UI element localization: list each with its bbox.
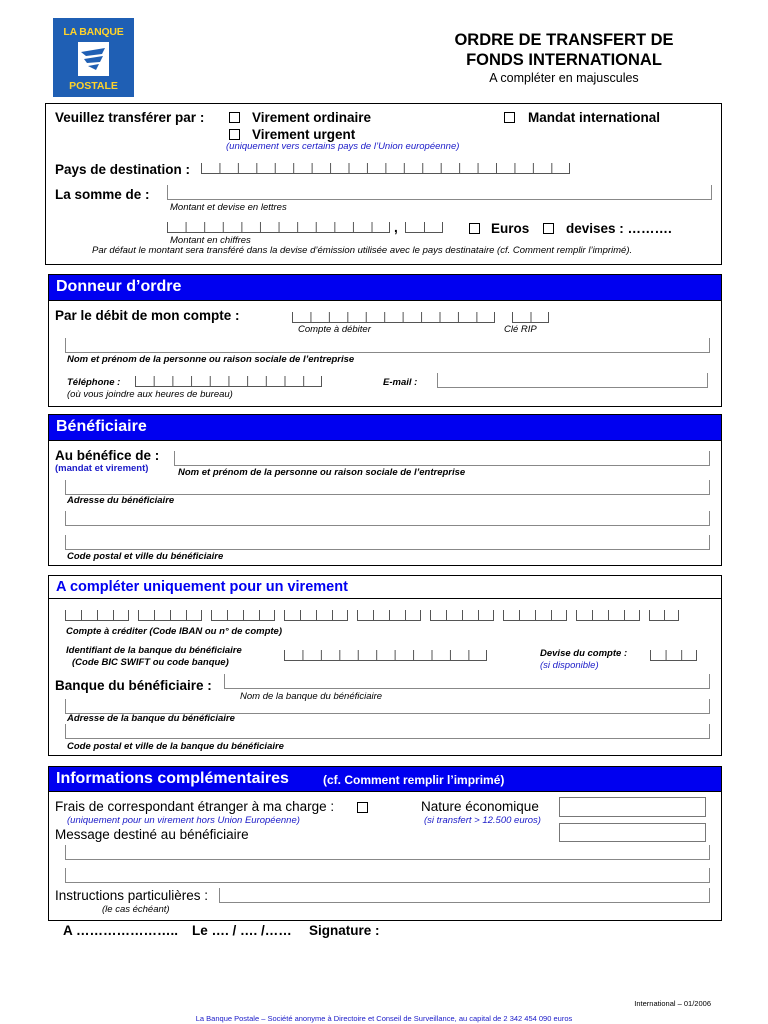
beneficiaire-cp-caption: Code postal et ville du bénéficiaire <box>67 551 224 562</box>
transfer-prompt: Veuillez transférer par : <box>55 110 205 125</box>
iban-group-5[interactable] <box>357 610 421 621</box>
mandat-international-label: Mandat international <box>528 110 661 125</box>
title-line-2: FONDS INTERNATIONAL <box>466 51 662 69</box>
legal-footer: La Banque Postale – Société anonyme à Directoire et Conseil de Surveillance, au capital de 2 342 454 090 euros <box>195 1014 573 1023</box>
beneficiaire-nom-caption: Nom et prénom de la personne ou raison sociale de l’entreprise <box>178 467 466 478</box>
cle-rip-caption: Clé RIP <box>504 324 537 335</box>
signature-label: Signature : <box>309 923 380 938</box>
devise-compte-caption: Devise du compte : <box>540 648 628 659</box>
compte-debit-caption: Compte à débiter <box>298 324 371 335</box>
donneur-nom-caption: Nom et prénom de la personne ou raison sociale de l’entreprise <box>67 354 355 365</box>
donneur-title: Donneur d’ordre <box>56 278 182 295</box>
telephone-field[interactable] <box>135 376 322 387</box>
iban-group-2[interactable] <box>138 610 202 621</box>
virement-ordinaire-label: Virement ordinaire <box>252 110 372 125</box>
decimal-comma: , <box>394 220 398 235</box>
banque-adresse-field[interactable] <box>65 699 710 714</box>
banque-cp-caption: Code postal et ville de la banque du bénéficiaire <box>67 741 284 752</box>
iban-caption: Compte à créditer (Code IBAN ou n° de compte) <box>66 626 282 637</box>
infos-title: Informations complémentaires <box>56 770 289 787</box>
banque-cp-field[interactable] <box>65 724 710 739</box>
telephone-note: (où vous joindre aux heures de bureau) <box>67 389 233 400</box>
default-currency-note: Par défaut le montant sera transféré dans la devise d’émission utilisée avec le pays destinataire (cf. Comment remplir l’imprimé). <box>92 245 633 256</box>
pays-field[interactable] <box>201 163 570 174</box>
bic-caption-1: Identifiant de la banque du bénéficiaire <box>66 645 242 656</box>
instructions-field[interactable] <box>219 888 710 903</box>
beneficiaire-nom-field[interactable] <box>174 451 710 466</box>
nature-note: (si transfert > 12.500 euros) <box>424 815 541 826</box>
iban-group-3[interactable] <box>211 610 275 621</box>
virement-title: A compléter uniquement pour un virement <box>56 579 348 595</box>
beneficiaire-header <box>48 414 722 441</box>
euros-label: Euros <box>491 221 530 236</box>
instructions-label: Instructions particulières : <box>55 888 209 903</box>
virement-urgent-label: Virement urgent <box>252 127 356 142</box>
mandat-international-checkbox[interactable] <box>504 112 515 123</box>
form-reference: International – 01/2006 <box>634 999 711 1008</box>
frais-label: Frais de correspondant étranger à ma charge : <box>55 799 335 814</box>
au-benefice-label: Au bénéfice de : <box>55 448 160 463</box>
donneur-header <box>48 274 722 301</box>
iban-group-9[interactable] <box>649 610 679 621</box>
banque-nom-field[interactable] <box>224 674 710 689</box>
message-field[interactable] <box>65 845 710 860</box>
euros-checkbox[interactable] <box>469 223 480 234</box>
beneficiaire-adresse-field[interactable] <box>65 480 710 495</box>
transfer-section <box>45 103 722 265</box>
beneficiaire-adresse-caption: Adresse du bénéficiaire <box>67 495 175 506</box>
devises-label: devises : ………. <box>566 221 672 236</box>
beneficiaire-adresse-field-2[interactable] <box>65 511 710 526</box>
instructions-note: (le cas échéant) <box>102 904 170 915</box>
virement-urgent-checkbox[interactable] <box>229 129 240 140</box>
donneur-nom-field[interactable] <box>65 338 710 353</box>
virement-header <box>48 575 722 599</box>
montant-chiffres-field[interactable] <box>167 222 390 233</box>
telephone-label: Téléphone : <box>67 377 121 388</box>
bank-logo <box>53 18 134 97</box>
infos-header <box>48 766 722 792</box>
pays-label: Pays de destination : <box>55 162 191 177</box>
message-field-2[interactable] <box>65 868 710 883</box>
title-line-1: ORDRE DE TRANSFERT DE <box>454 31 674 49</box>
beneficiaire-cp-field[interactable] <box>65 535 710 550</box>
banque-nom-caption: Nom de la banque du bénéficiaire <box>240 691 383 702</box>
montant-chiffres-caption: Montant en chiffres <box>170 235 251 246</box>
nature-field-2[interactable] <box>559 823 706 842</box>
email-field[interactable] <box>437 373 708 388</box>
document-subtitle: A compléter en majuscules <box>489 71 639 85</box>
message-label: Message destiné au bénéficiaire <box>55 827 249 842</box>
nature-field[interactable] <box>559 797 706 817</box>
logo-text-bottom: POSTALE <box>69 80 118 92</box>
banque-label: Banque du bénéficiaire : <box>55 678 212 693</box>
banque-adresse-caption: Adresse de la banque du bénéficiaire <box>67 713 235 724</box>
frais-note: (uniquement pour un virement hors Union Européenne) <box>67 815 300 826</box>
iban-group-6[interactable] <box>430 610 494 621</box>
logo-text-top: LA BANQUE <box>63 26 124 38</box>
bird-logo-icon <box>78 42 109 76</box>
devises-checkbox[interactable] <box>543 223 554 234</box>
iban-group-7[interactable] <box>503 610 567 621</box>
bic-field[interactable] <box>284 650 487 661</box>
compte-debit-field[interactable] <box>292 312 495 323</box>
iban-group-4[interactable] <box>284 610 348 621</box>
debit-label: Par le débit de mon compte : <box>55 308 240 323</box>
bic-caption-2: (Code BIC SWIFT ou code banque) <box>72 657 229 668</box>
devise-compte-field[interactable] <box>650 650 697 661</box>
iban-group-1[interactable] <box>65 610 129 621</box>
infos-title-note: (cf. Comment remplir l’imprimé) <box>323 773 505 787</box>
cle-rip-field[interactable] <box>512 312 549 323</box>
signature-place: A ………………….. <box>63 923 179 938</box>
nature-label: Nature économique <box>421 799 539 814</box>
urgent-note: (uniquement vers certains pays de l’Union européenne) <box>226 141 460 152</box>
email-label: E-mail : <box>383 377 418 388</box>
beneficiaire-title: Bénéficiaire <box>56 418 147 435</box>
montant-decimales-field[interactable] <box>405 222 443 233</box>
iban-group-8[interactable] <box>576 610 640 621</box>
somme-label: La somme de : <box>55 187 150 202</box>
au-benefice-note: (mandat et virement) <box>55 463 149 474</box>
virement-ordinaire-checkbox[interactable] <box>229 112 240 123</box>
montant-lettres-caption: Montant et devise en lettres <box>170 202 287 213</box>
frais-checkbox[interactable] <box>357 802 368 813</box>
devise-compte-note: (si disponible) <box>540 660 599 671</box>
montant-lettres-field[interactable] <box>167 185 712 200</box>
signature-date: Le …. / …. /…… <box>192 923 292 938</box>
document-title <box>414 30 714 70</box>
